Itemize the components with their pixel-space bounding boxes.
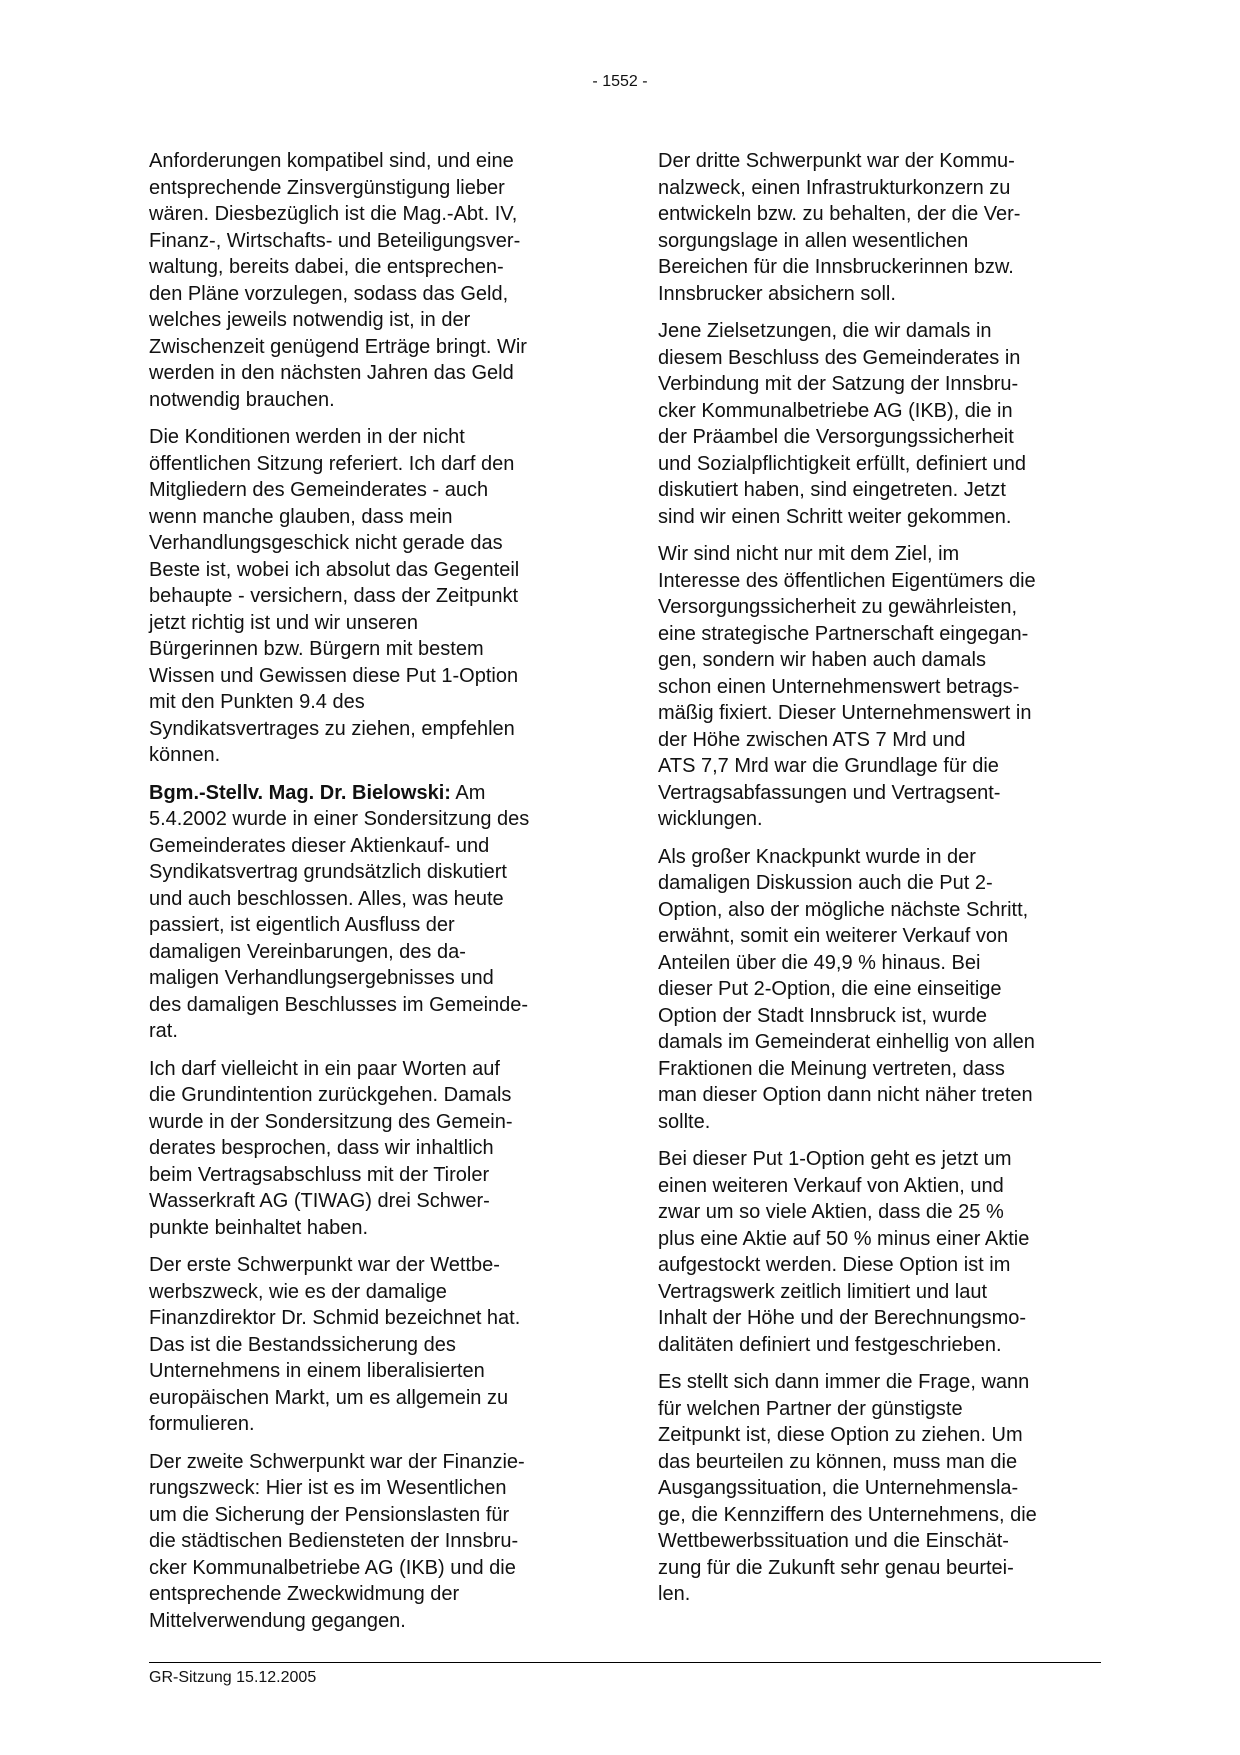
paragraph: Der zweite Schwerpunkt war der Finanzie- rungszweck: Hier ist es im Wesentlichen um die Sicherung der Pensionslasten für die städtischen Bediensteten der Innsbru- cker Kommunalbetriebe AG (IKB) und die entsprechende Zweckwidmung der Mittelverwendung gegangen. bbox=[149, 1450, 525, 1632]
paragraph: Bei dieser Put 1-Option geht es jetzt um einen weiteren Verkauf von Aktien, und zwar um so viele Aktien, dass die 25 % plus eine Aktie auf 50 % minus einer Aktie aufgestockt werden. Diese Option ist im Vertragswerk zeitlich limitiert und laut Inhalt der Höhe und der Berechnungsmo- dalitäten definiert und festgeschrieben. bbox=[658, 1148, 1030, 1356]
paragraph: Der dritte Schwerpunkt war der Kommu- nalzweck, einen Infrastrukturkonzern zu entwickeln bzw. zu behalten, der die Ver- sorgungslage in allen wesentlichen Bereichen für die Innsbruckerinnen bzw. Innsbrucker absichern soll. bbox=[658, 150, 1021, 305]
paragraph: Als großer Knackpunkt wurde in der damaligen Diskussion auch die Put 2- Option, also der mögliche nächste Schritt, erwähnt, somit ein weiterer Verkauf von Anteilen über die 49,9 % hinaus. Bei dieser Put 2-Option, die eine einseitige Option der Stadt Innsbruck ist, wurde damals im Gemeinderat einhellig von allen Fraktionen die Meinung vertreten, dass man dieser Option dann nicht näher treten sollte. bbox=[658, 845, 1035, 1133]
paragraph: Anforderungen kompatibel sind, und eine entsprechende Zinsvergünstigung lieber wären. Diesbezüglich ist die Mag.-Abt. IV, Finanz-, Wirtschafts- und Beteiligungsver- waltung, bereits dabei, die entsprechen- den Pläne vorzulegen, sodass das Geld, welches jeweils notwendig ist, in der Zwischenzeit genügend Erträge bringt. Wir werden in den nächsten Jahren das Geld notwendig brauchen. bbox=[149, 150, 527, 411]
footer-divider bbox=[149, 1662, 1101, 1663]
page-number: - 1552 - bbox=[592, 73, 648, 90]
paragraph: Es stellt sich dann immer die Frage, wann für welchen Partner der günstigste Zeitpunkt ist, diese Option zu ziehen. Um das beurteilen zu können, muss man die Ausgangssituation, die Unternehmensla- ge, die Kennziffern des Unternehmens, die Wettbewerbssituation und die Einschät- zung für die Zukunft sehr genau beurtei- len. bbox=[658, 1371, 1037, 1605]
paragraph: Die Konditionen werden in der nicht öffentlichen Sitzung referiert. Ich darf den Mitgliedern des Gemeinderates - auch wenn manche glauben, dass mein Verhandlungsgeschick nicht gerade das Beste ist, wobei ich absolut das Gegenteil behaupte - versichern, dass der Zeitpunkt jetzt richtig ist und wir unseren Bürgerinnen bzw. Bürgern mit bestem Wissen und Gewissen diese Put 1-Option mit den Punkten 9.4 des Syndikatsvertrages zu ziehen, empfehlen können. bbox=[149, 426, 520, 766]
paragraph: Wir sind nicht nur mit dem Ziel, im Interesse des öffentlichen Eigentümers die Versorgungssicherheit zu gewährleisten, eine strategische Partnerschaft eingegan- gen, sondern wir haben auch damals schon einen Unternehmenswert betrags- mäßig fixiert. Dieser Unternehmenswert in der Höhe zwischen ATS 7 Mrd und ATS 7,7 Mrd war die Grundlage für die Vertragsabfassungen und Vertragsent- wicklungen. bbox=[658, 543, 1036, 830]
left-column bbox=[149, 148, 591, 1645]
speaker-paragraph bbox=[149, 780, 591, 1045]
speaker-text: Am 5.4.2002 wurde in einer Sondersitzung des Gemeinderates dieser Aktienkauf- und Syndikatsvertrag grundsätzlich diskutiert und auch beschlossen. Alles, was heute passiert, ist eigentlich Ausfluss der damaligen Vereinbarungen, des da- maligen Verhandlungsergebnisses und des damaligen Beschlusses im Gemeinde- rat. bbox=[149, 781, 530, 1042]
right-column bbox=[658, 148, 1098, 1619]
paragraph: Der erste Schwerpunkt war der Wettbe- werbszweck, wie es der damalige Finanzdirektor Dr. Schmid bezeichnet hat. Das ist die Bestandssicherung des Unternehmens in einem liberalisierten europäischen Markt, um es allgemein zu formulieren. bbox=[149, 1254, 521, 1435]
paragraph: Ich darf vielleicht in ein paar Worten auf die Grundintention zurückgehen. Damals wurde in der Sondersitzung des Gemein- derates besprochen, dass wir inhaltlich beim Vertragsabschluss mit der Tiroler Wasserkraft AG (TIWAG) drei Schwer- punkte beinhaltet haben. bbox=[149, 1057, 513, 1239]
paragraph: Jene Zielsetzungen, die wir damals in diesem Beschluss des Gemeinderates in Verbindung mit der Satzung der Innsbru- cker Kommunalbetriebe AG (IKB), die in der Präambel die Versorgungssicherheit und Sozialpflichtigkeit erfüllt, definiert und diskutiert haben, sind eingetreten. Jetzt sind wir einen Schritt weiter gekommen. bbox=[658, 320, 1026, 528]
footer-text: GR-Sitzung 15.12.2005 bbox=[149, 1669, 317, 1686]
speaker-name: Bgm.-Stellv. Mag. Dr. Bielowski: bbox=[149, 781, 451, 804]
